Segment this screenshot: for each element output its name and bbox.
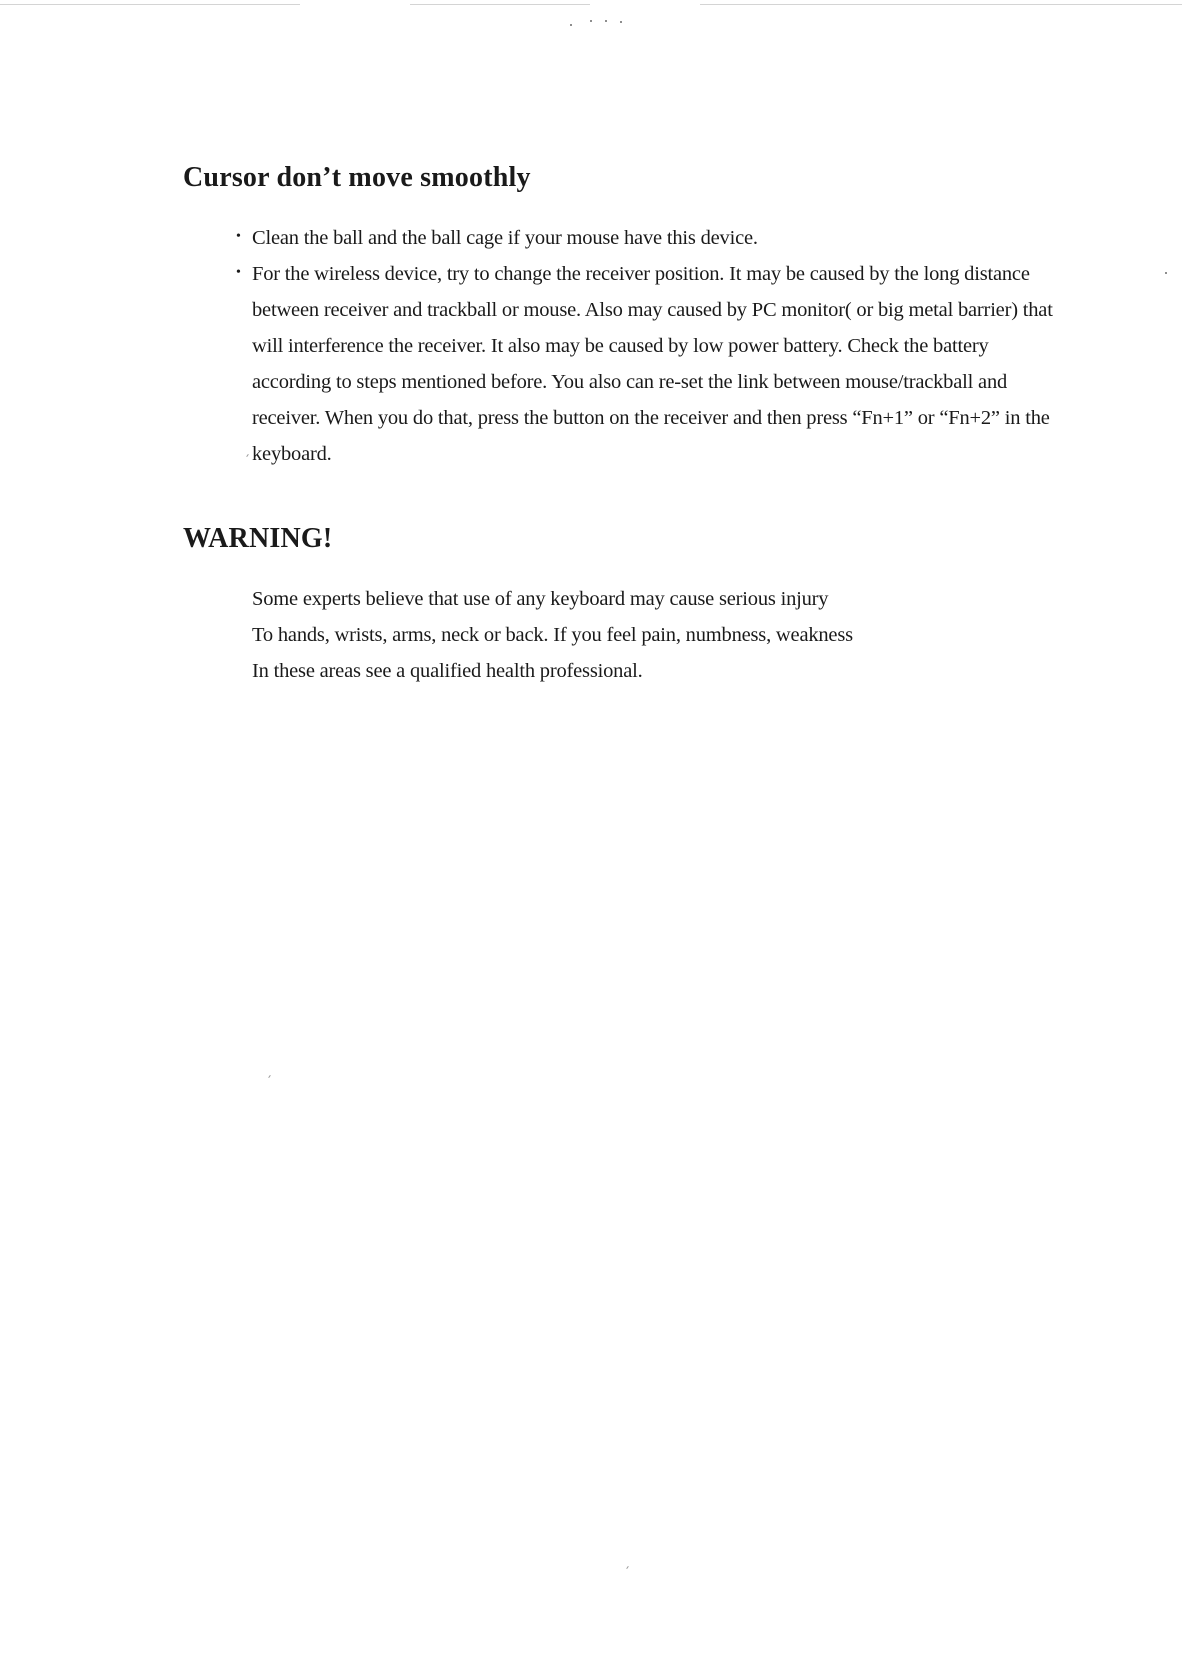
- scan-dot: [1165, 272, 1167, 274]
- cursor-section-title: Cursor don’t move smoothly: [183, 162, 531, 193]
- scan-speck: [626, 1566, 629, 1569]
- cursor-tips-list: [238, 220, 1058, 472]
- warning-line: In these areas see a qualified health professional.: [252, 660, 643, 682]
- scan-edge-line: [410, 4, 590, 5]
- scan-dot: [620, 21, 622, 23]
- warning-line: Some experts believe that use of any keyboard may cause serious injury: [252, 588, 829, 610]
- warning-line: To hands, wrists, arms, neck or back. If you feel pain, numbness, weakness: [252, 624, 853, 646]
- scan-edge-line: [0, 4, 300, 5]
- warning-title: WARNING!: [183, 523, 333, 554]
- scan-speck: [268, 1075, 271, 1078]
- list-item: • Clean the ball and the ball cage if your mouse have this device.: [238, 220, 1058, 256]
- scan-dot: [590, 20, 592, 22]
- scan-dot: [605, 20, 607, 22]
- scan-dot: [570, 24, 572, 26]
- scan-edge-line: [700, 4, 1182, 5]
- warning-body: [252, 581, 1012, 689]
- list-item: • For the wireless device, try to change the receiver position. It may be caused by the long distance between receiver and trackball or mouse. Also may caused by PC monitor( or big metal barrier) that will interference the receiver. It also may be caused by low power battery. Check the battery according to steps mentioned before. You also can re-set the link between mouse/trackball and receiver. When you do that, press the button on the receiver and then press “Fn+1” or “Fn+2” in the keyboard.: [238, 256, 1058, 472]
